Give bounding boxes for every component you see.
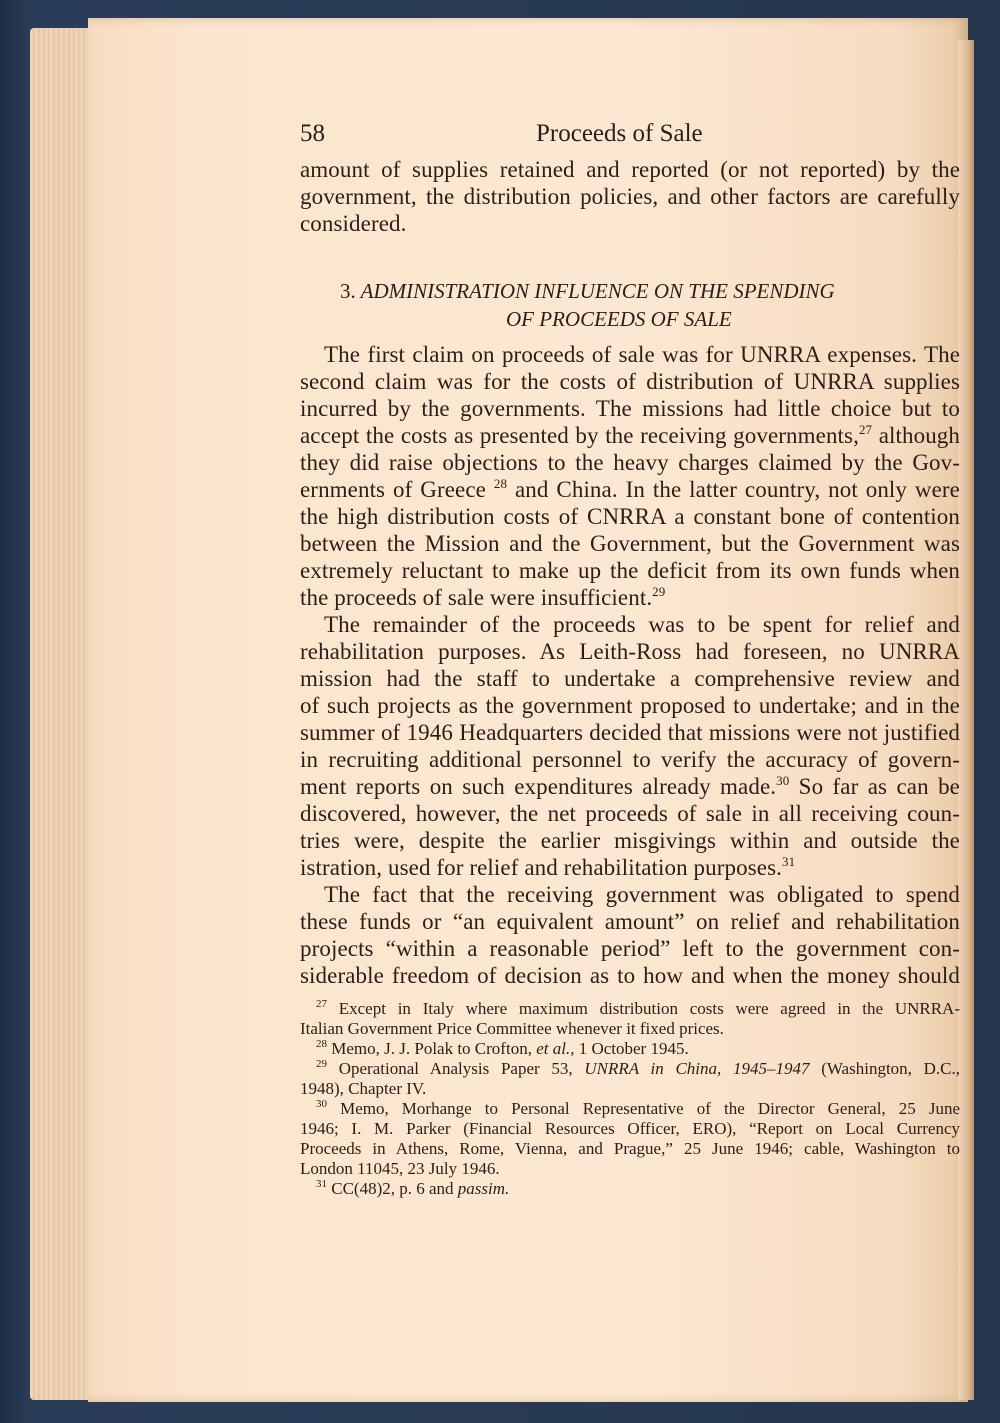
section-number: 3.	[340, 279, 356, 303]
text-line: they did raise objections to the heavy charges claimed by the Gov-	[300, 450, 960, 475]
text-line: amount of supplies retained and reported (or not reported) by the	[300, 157, 960, 182]
section-heading	[300, 277, 960, 333]
paragraph-2	[300, 611, 960, 881]
footnote-29-cont: 1948), Chapter IV.	[300, 1079, 427, 1098]
running-header	[300, 116, 960, 156]
footnote-ref-27: 27	[858, 422, 873, 437]
footnote-30-cont: 1946; I. M. Parker (Financial Resources Officer, ERO), “Report on Local Currency	[300, 1119, 960, 1138]
paragraph-continued	[300, 156, 960, 237]
footnote-30-cont: Proceeds in Athens, Rome, Vienna, and Prague,” 25 June 1946; cable, Washington to	[300, 1139, 960, 1158]
text-line: considered.	[300, 211, 407, 236]
section-title-line1: ADMINISTRATION INFLUENCE ON THE SPENDING	[360, 279, 835, 303]
section-title-line2: OF PROCEEDS OF SALE	[506, 307, 732, 331]
text-line: ment reports on such expenditures already made.$^{30}$ So far as can be	[300, 773, 960, 799]
text-line: The fact that the receiving government was obligated to spend	[324, 882, 960, 907]
text-line: government, the distribution policies, and other factors are carefully	[300, 184, 960, 209]
text-line: the proceeds of sale were insufficient.$^{29}$	[300, 584, 666, 610]
text-line: accept the costs as presented by the receiving governments,$^{27}$ although	[300, 422, 960, 448]
paragraph-3	[300, 881, 960, 989]
text-line: istration, used for relief and rehabilitation purposes.$^{31}$	[300, 854, 796, 880]
footnote-27-cont: Italian Government Price Committee whenever it fixed prices.	[300, 1019, 724, 1038]
footnote-30-cont: London 11045, 23 July 1946.	[300, 1159, 500, 1178]
page-number: 58	[300, 120, 325, 147]
footnote-ref-30: 30	[776, 773, 790, 788]
footnotes	[300, 999, 960, 1199]
footnote-28: $^{28}$ Memo, J. J. Polak to Crofton, et al., 1 October 1945.	[316, 1038, 689, 1058]
text-line: The first claim on proceeds of sale was for UNRRA expenses. The	[324, 342, 960, 367]
text-line: ernments of Greece $^{28}$ and China. In the latter country, not only were	[300, 476, 960, 502]
footnote-29: $^{29}$ Operational Analysis Paper 53, UNRRA in China, 1945–1947 (Washington, D.C.,	[316, 1059, 960, 1078]
page-text	[300, 116, 960, 1199]
text-line: rehabilitation purposes. As Leith-Ross had foreseen, no UNRRA	[300, 639, 960, 664]
footnote-ref-29: 29	[652, 584, 666, 599]
text-line: these funds or “an equivalent amount” on relief and rehabilitation	[300, 909, 960, 934]
text-line: of such projects as the government proposed to undertake; and in the	[300, 693, 960, 718]
text-line: The remainder of the proceeds was to be spent for relief and	[324, 612, 960, 637]
paragraph-1	[300, 341, 960, 611]
footnote-30: $^{30}$ Memo, Morhange to Personal Representative of the Director General, 25 June	[316, 1099, 960, 1118]
footnote-27: $^{27}$ Except in Italy where maximum distribution costs were agreed in the UNRRA-	[316, 999, 960, 1018]
text-line: extremely reluctant to make up the deficit from its own funds when	[300, 558, 960, 583]
text-line: summer of 1946 Headquarters decided that missions were not justified	[300, 720, 960, 745]
text-line: incurred by the governments. The missions had little choice but to	[300, 396, 960, 421]
running-head-title: Proceeds of Sale	[536, 120, 703, 147]
text-line: projects “within a reasonable period” left to the government con-	[300, 936, 960, 961]
footnote-ref-28: 28	[493, 476, 508, 491]
text-line: the high distribution costs of CNRRA a constant bone of contention	[300, 504, 960, 529]
footnote-31: $^{31}$ CC(48)2, p. 6 and passim.	[316, 1178, 510, 1198]
text-line: in recruiting additional personnel to verify the accuracy of govern-	[300, 747, 960, 772]
text-line: between the Mission and the Government, but the Government was	[300, 531, 960, 556]
text-line: mission had the staff to undertake a comprehensive review and	[300, 666, 960, 691]
text-line: second claim was for the costs of distribution of UNRRA supplies	[300, 369, 960, 394]
text-line: discovered, however, the net proceeds of sale in all receiving coun-	[300, 801, 960, 826]
footnote-ref-31: 31	[781, 854, 796, 869]
text-line: tries were, despite the earlier misgivings within and outside the	[300, 828, 960, 853]
text-line: siderable freedom of decision as to how and when the money should	[300, 963, 960, 988]
page-gutter-edge	[958, 40, 974, 1400]
